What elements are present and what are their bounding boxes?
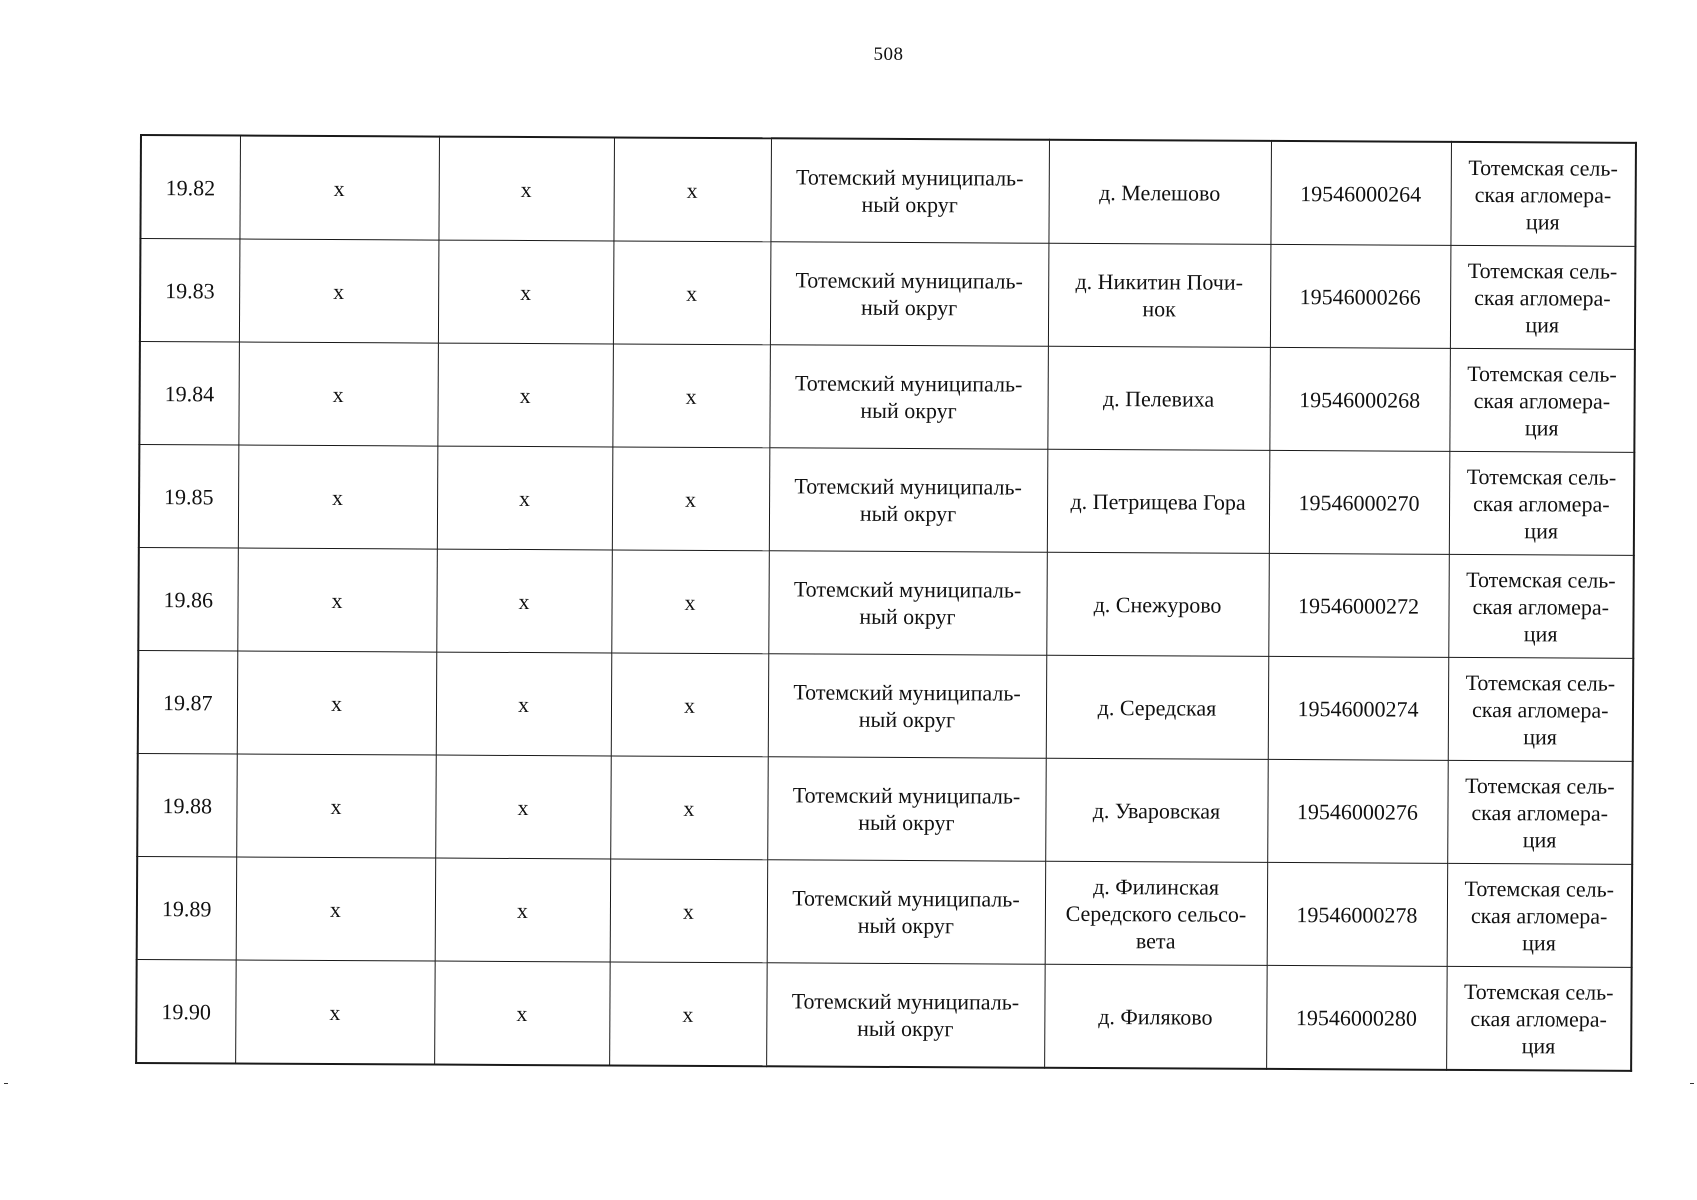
district-line: ный округ xyxy=(860,397,957,424)
x-mark-cell: x xyxy=(610,859,768,963)
row-number-cell: 19.89 xyxy=(137,856,237,960)
oktmo-code-cell: 19546000280 xyxy=(1266,965,1447,1069)
district-line: ный округ xyxy=(858,706,956,733)
district-line: Тотемский муниципаль- xyxy=(793,576,1022,603)
district-line: Тотемский муниципаль- xyxy=(794,370,1023,397)
agglomeration-cell xyxy=(1448,554,1634,658)
district-line: Тотемский муниципаль- xyxy=(794,473,1022,500)
x-mark-cell: x xyxy=(438,137,614,241)
agglomeration-line: Тотемская сель- xyxy=(1464,875,1615,902)
district-cell xyxy=(766,963,1045,1068)
table-row xyxy=(139,445,1635,556)
x-mark-cell: x xyxy=(612,344,770,448)
table-row xyxy=(138,650,1634,761)
district-line: Тотемский муниципаль- xyxy=(792,782,1021,809)
x-mark-cell: x xyxy=(437,446,613,550)
registry-table xyxy=(135,134,1637,1072)
locality-line: вета xyxy=(1135,927,1176,953)
locality-cell xyxy=(1048,243,1271,347)
row-number-cell: 19.84 xyxy=(139,342,239,446)
district-line: ный округ xyxy=(860,294,958,321)
agglomeration-line: ская агломера- xyxy=(1470,902,1608,929)
x-mark-cell: x xyxy=(438,240,614,344)
agglomeration-line: Тотемская сель- xyxy=(1468,154,1618,181)
agglomeration-line: ская агломера- xyxy=(1473,387,1611,414)
agglomeration-cell xyxy=(1447,863,1633,967)
table-row xyxy=(137,856,1633,967)
scan-edge-mark-right xyxy=(1690,1083,1694,1084)
x-mark-cell: x xyxy=(436,652,612,756)
agglomeration-line: ция xyxy=(1521,1032,1556,1058)
agglomeration-line: Тотемская сель- xyxy=(1466,463,1617,490)
district-cell xyxy=(768,551,1047,655)
scan-edge-mark-left xyxy=(4,1083,8,1084)
agglomeration-line: ция xyxy=(1523,723,1558,749)
agglomeration-line: ская агломера- xyxy=(1472,593,1610,620)
locality-cell xyxy=(1047,346,1270,450)
page-number: 508 xyxy=(873,44,904,65)
district-line: ный округ xyxy=(858,809,955,836)
table-row xyxy=(139,342,1635,453)
locality-line: д. Петрищева Гора xyxy=(1070,488,1246,515)
locality-line: д. Середская xyxy=(1097,694,1217,721)
district-line: Тотемский муниципаль- xyxy=(793,679,1021,706)
agglomeration-cell xyxy=(1449,451,1635,555)
agglomeration-line: ция xyxy=(1522,929,1556,955)
locality-line: нок xyxy=(1142,296,1176,322)
district-line: ный округ xyxy=(857,912,955,939)
x-mark-cell: x xyxy=(235,960,435,1065)
locality-cell xyxy=(1045,758,1268,862)
district-cell xyxy=(770,138,1049,243)
locality-line: д. Пелевиха xyxy=(1102,385,1215,412)
agglomeration-cell xyxy=(1447,760,1633,864)
x-mark-cell: x xyxy=(434,961,610,1065)
locality-line: д. Уваровская xyxy=(1092,797,1221,824)
x-mark-cell: x xyxy=(237,548,437,652)
x-mark-cell: x xyxy=(238,445,438,549)
district-line: Тотемский муниципаль- xyxy=(795,267,1023,294)
agglomeration-cell xyxy=(1450,142,1636,246)
district-cell xyxy=(767,860,1046,964)
district-line: ный округ xyxy=(859,603,956,630)
table-row xyxy=(140,135,1636,246)
oktmo-code-cell: 19546000278 xyxy=(1267,862,1448,966)
x-mark-cell: x xyxy=(237,651,437,755)
locality-line: д. Никитин Почи- xyxy=(1075,268,1244,295)
district-line: Тотемский муниципаль- xyxy=(791,988,1020,1015)
row-number-cell: 19.88 xyxy=(137,753,237,857)
x-mark-cell: x xyxy=(609,962,767,1066)
agglomeration-line: ция xyxy=(1525,208,1560,234)
x-mark-cell: x xyxy=(613,137,771,241)
oktmo-code-cell: 19546000268 xyxy=(1269,347,1450,451)
district-line: ный округ xyxy=(859,500,957,527)
x-mark-cell: x xyxy=(435,755,611,859)
district-cell xyxy=(769,345,1048,449)
x-mark-cell: x xyxy=(236,754,436,858)
agglomeration-line: ская агломера- xyxy=(1471,696,1609,723)
agglomeration-cell xyxy=(1448,657,1634,761)
row-number-cell: 19.86 xyxy=(138,547,238,651)
district-cell xyxy=(767,757,1046,861)
locality-cell xyxy=(1046,552,1269,656)
x-mark-cell: x xyxy=(238,342,438,446)
x-mark-cell: x xyxy=(613,241,771,345)
oktmo-code-cell: 19546000266 xyxy=(1270,244,1451,348)
oktmo-code-cell: 19546000276 xyxy=(1267,759,1448,863)
row-number-cell: 19.90 xyxy=(136,959,236,1063)
x-mark-cell: x xyxy=(236,857,436,961)
oktmo-code-cell: 19546000264 xyxy=(1270,141,1451,245)
agglomeration-cell xyxy=(1450,245,1636,349)
table-row xyxy=(138,547,1634,658)
agglomeration-line: ская агломера- xyxy=(1474,181,1612,208)
x-mark-cell: x xyxy=(436,549,612,653)
locality-cell xyxy=(1044,964,1267,1069)
locality-line: д. Снежурово xyxy=(1093,591,1222,618)
district-cell xyxy=(769,448,1048,552)
locality-line: Середского сельсо- xyxy=(1065,900,1247,927)
oktmo-code-cell: 19546000274 xyxy=(1268,656,1449,760)
x-mark-cell: x xyxy=(435,858,611,962)
district-line: Тотемский муниципаль- xyxy=(796,164,1024,191)
agglomeration-line: Тотемская сель- xyxy=(1467,360,1617,387)
registry-table-body xyxy=(136,135,1636,1071)
row-number-cell: 19.82 xyxy=(140,135,240,239)
district-cell xyxy=(770,242,1049,346)
locality-line: д. Филинская xyxy=(1093,873,1220,900)
x-mark-cell: x xyxy=(437,343,613,447)
agglomeration-cell xyxy=(1449,348,1635,452)
table-row xyxy=(140,239,1636,350)
locality-line: д. Филяково xyxy=(1098,1003,1213,1030)
agglomeration-line: ская агломера- xyxy=(1471,799,1609,826)
district-cell xyxy=(768,654,1047,758)
registry-table-wrapper xyxy=(135,134,1635,1072)
agglomeration-line: Тотемская сель- xyxy=(1467,257,1618,284)
x-mark-cell: x xyxy=(610,756,768,860)
agglomeration-line: Тотемская сель- xyxy=(1465,669,1616,696)
x-mark-cell: x xyxy=(611,653,769,757)
locality-cell xyxy=(1045,861,1268,965)
oktmo-code-cell: 19546000272 xyxy=(1268,553,1449,657)
agglomeration-line: ция xyxy=(1523,620,1558,646)
agglomeration-line: ция xyxy=(1524,517,1559,543)
x-mark-cell: x xyxy=(612,447,770,551)
locality-cell xyxy=(1048,140,1271,245)
table-row xyxy=(136,959,1632,1070)
x-mark-cell: x xyxy=(239,239,439,343)
oktmo-code-cell: 19546000270 xyxy=(1269,450,1450,554)
agglomeration-line: Тотемская сель- xyxy=(1463,978,1614,1005)
district-line: ный округ xyxy=(857,1015,954,1042)
agglomeration-cell xyxy=(1446,966,1632,1070)
agglomeration-line: ция xyxy=(1524,414,1559,440)
table-row xyxy=(137,753,1633,864)
agglomeration-line: Тотемская сель- xyxy=(1466,566,1616,593)
x-mark-cell: x xyxy=(239,136,439,241)
district-line: ный округ xyxy=(861,191,958,218)
agglomeration-line: ская агломера- xyxy=(1473,490,1610,517)
agglomeration-line: ская агломера- xyxy=(1474,284,1611,311)
locality-line: д. Мелешово xyxy=(1099,179,1221,206)
locality-cell xyxy=(1046,655,1269,759)
agglomeration-line: ция xyxy=(1522,826,1557,852)
district-line: Тотемский муниципаль- xyxy=(792,885,1020,912)
row-number-cell: 19.87 xyxy=(138,650,238,754)
agglomeration-line: ская агломера- xyxy=(1470,1005,1607,1032)
x-mark-cell: x xyxy=(611,550,769,654)
row-number-cell: 19.85 xyxy=(139,445,239,549)
row-number-cell: 19.83 xyxy=(140,239,240,343)
locality-cell xyxy=(1047,449,1270,553)
agglomeration-line: ция xyxy=(1525,311,1560,337)
agglomeration-line: Тотемская сель- xyxy=(1465,772,1615,799)
